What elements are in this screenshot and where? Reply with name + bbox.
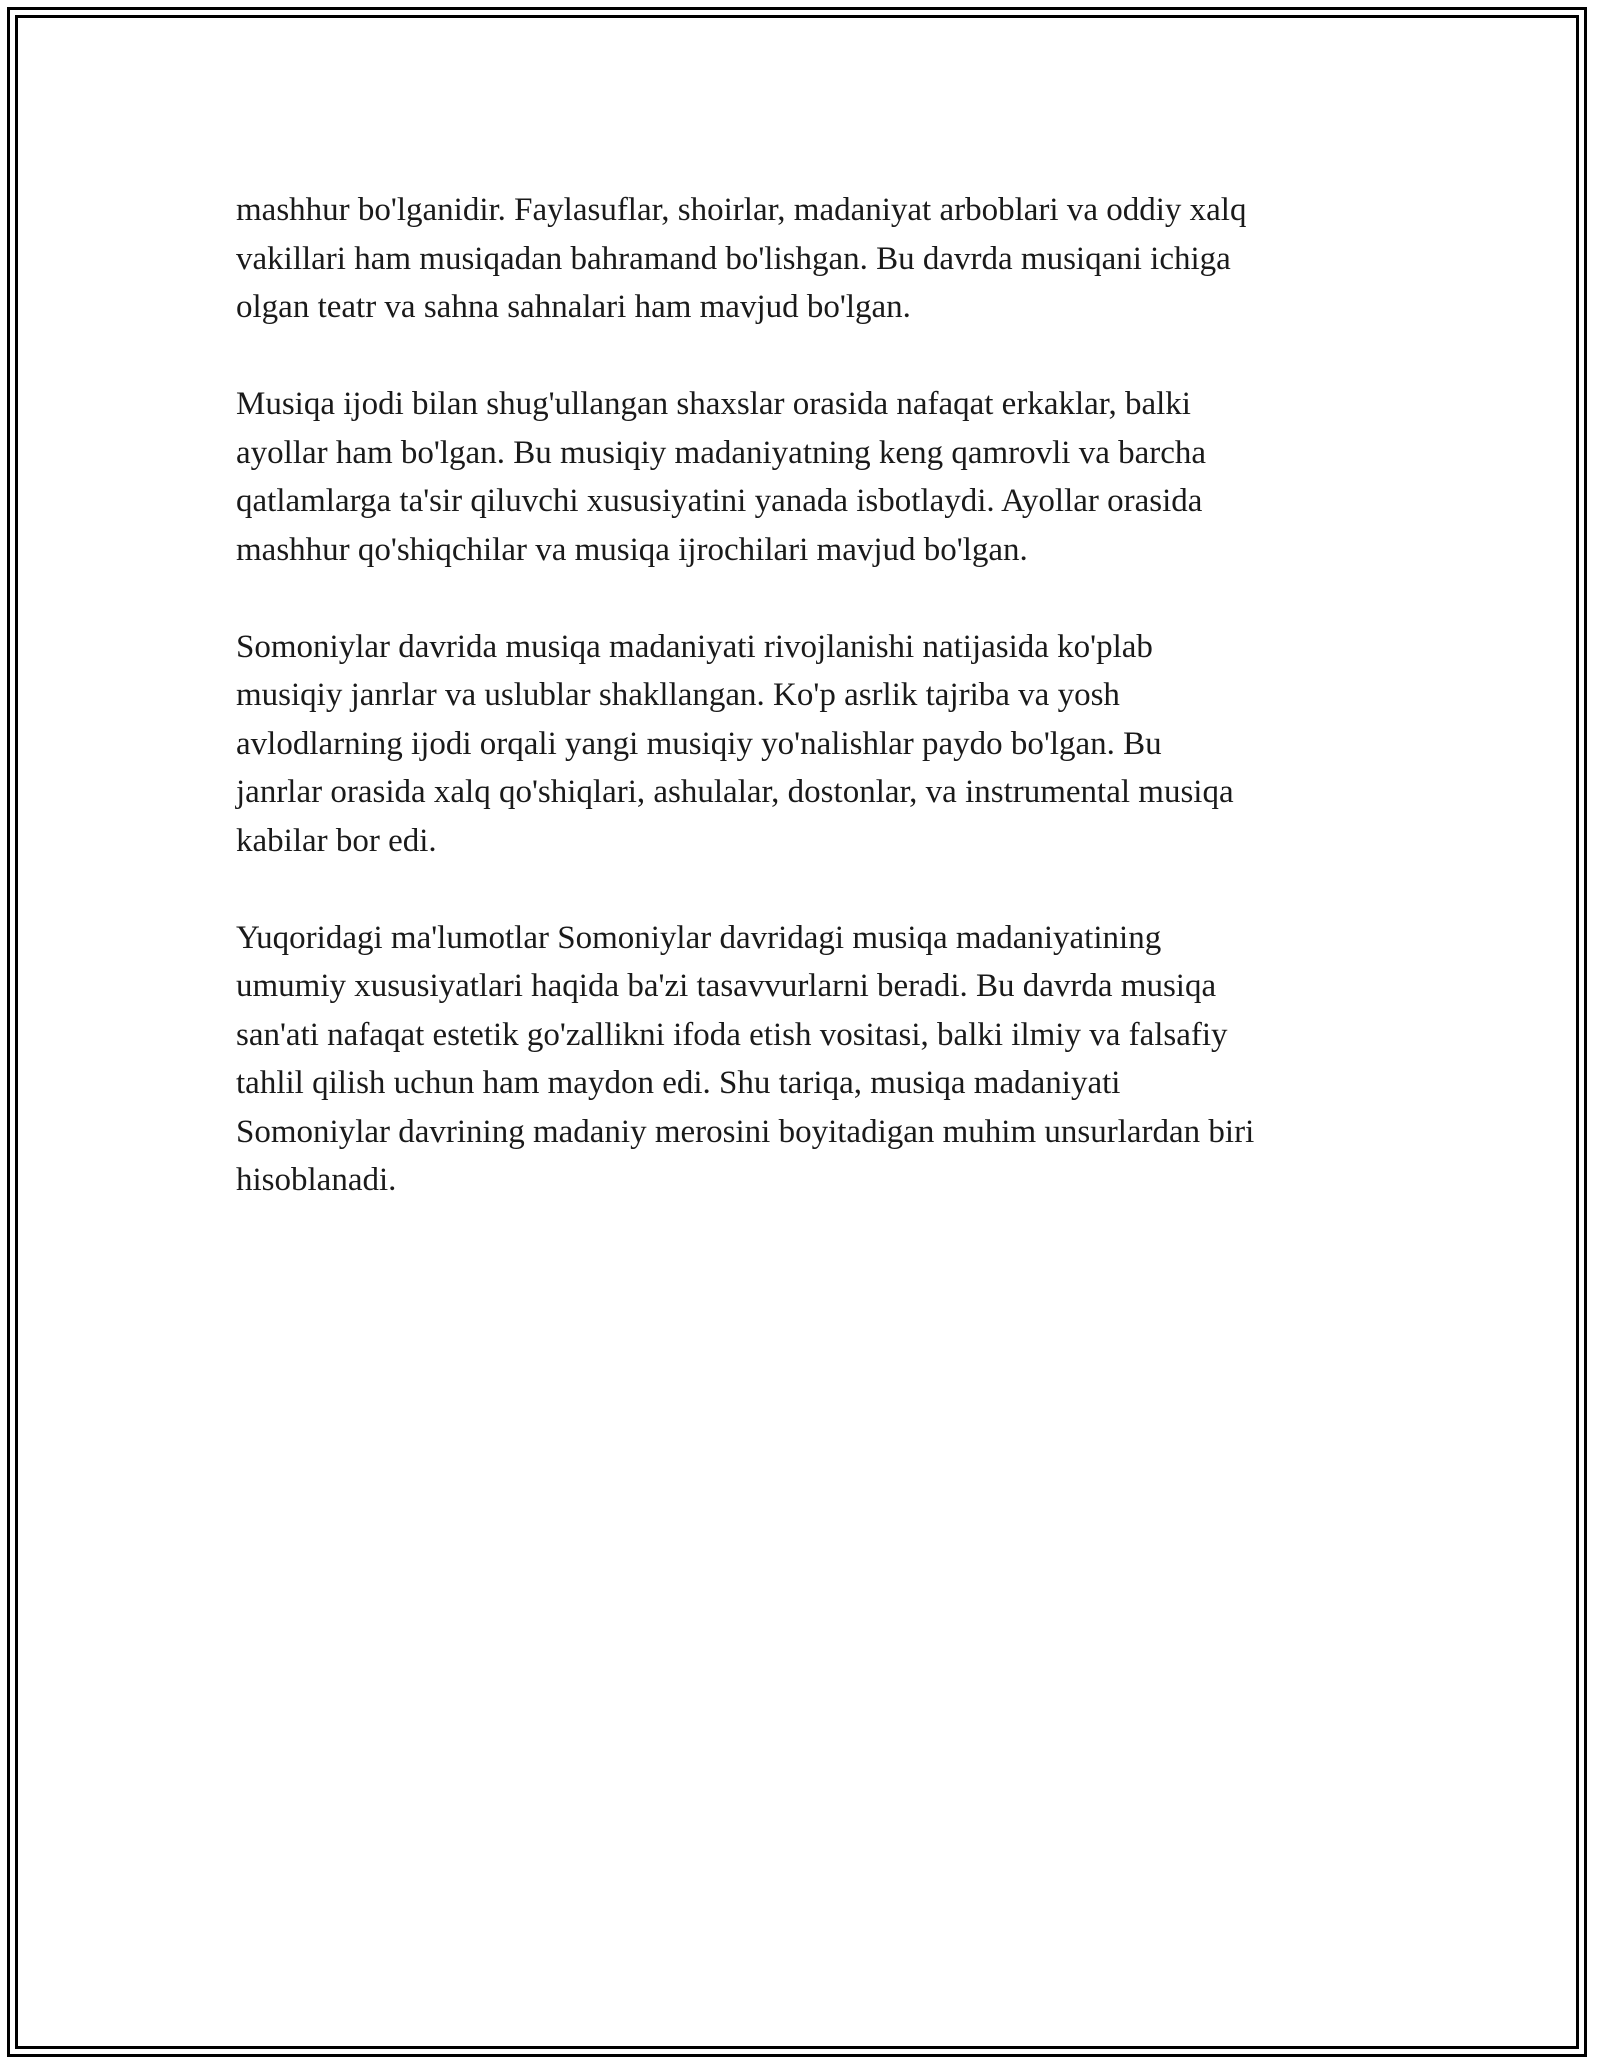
text-line: mashhur bo'lganidir. Faylasuflar, shoirlar, madaniyat arboblari va oddiy xalq: [236, 192, 1247, 228]
text-line: umumiy xususiyatlari haqida ba'zi tasavvurlarni beradi. Bu davrda musiqa: [236, 968, 1217, 1004]
text-line: olgan teatr va sahna sahnalari ham mavjud bo'lgan.: [236, 289, 911, 325]
text-line: Musiqa ijodi bilan shug'ullangan shaxslar orasida nafaqat erkaklar, balki: [236, 386, 1191, 422]
text-line: Somoniylar davrida musiqa madaniyati rivojlanishi natijasida ko'plab: [236, 628, 1153, 665]
paragraph-2: [236, 380, 1381, 574]
paragraph-4: [236, 914, 1381, 1205]
text-line: ayollar ham bo'lgan. Bu musiqiy madaniyatning keng qamrovli va barcha: [236, 434, 1207, 471]
paragraph-1: [236, 186, 1381, 332]
text-line: tahlil qilish uchun ham maydon edi. Shu tariqa, musiqa madaniyati: [236, 1065, 1121, 1101]
text-line: avlodlarning ijodi orqali yangi musiqiy yo'nalishlar paydo bo'lgan. Bu: [236, 725, 1162, 762]
text-line: vakillari ham musiqadan bahramand bo'lishgan. Bu davrda musiqani ichiga: [236, 240, 1231, 277]
text-line: musiqiy janrlar va uslublar shakllangan. Ko'p asrlik tajriba va yosh: [236, 677, 1120, 713]
paragraph-3: [236, 623, 1381, 866]
text-line: janrlar orasida xalq qo'shiqlari, ashulalar, dostonlar, va instrumental musiqa: [236, 774, 1234, 810]
text-line: Yuqoridagi ma'lumotlar Somoniylar davridagi musiqa madaniyatining: [236, 919, 1162, 956]
text-line: mashhur qo'shiqchilar va musiqa ijrochilari mavjud bo'lgan.: [236, 531, 1028, 568]
text-line: qatlamlarga ta'sir qiluvchi xususiyatini yanada isbotlaydi. Ayollar orasida: [236, 483, 1203, 519]
text-line: san'ati nafaqat estetik go'zallikni ifoda etish vositasi, balki ilmiy va falsafiy: [236, 1016, 1228, 1053]
text-line: Somoniylar davrining madaniy merosini boyitadigan muhim unsurlardan biri: [236, 1113, 1255, 1150]
text-line: hisoblanadi.: [236, 1162, 397, 1198]
text-line: kabilar bor edi.: [236, 822, 437, 859]
document-body: [236, 186, 1381, 1253]
